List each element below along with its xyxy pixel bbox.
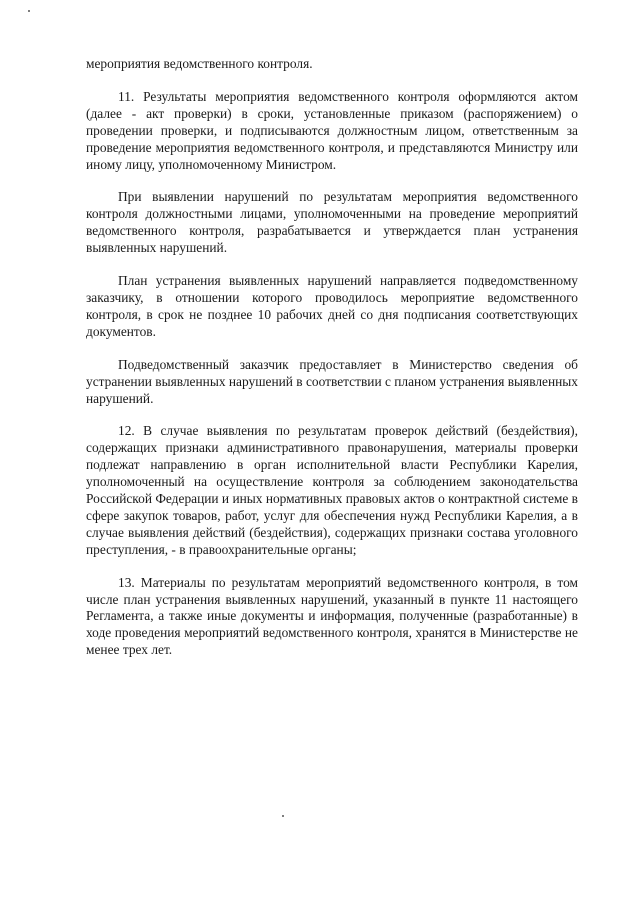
paragraph-continuation: мероприятия ведомственного контроля.: [86, 56, 313, 71]
paragraph-customer-report: Подведомственный заказчик предоставляет в Министерство сведения об устранении выявленных нарушений в соответствии с планом устранения выявленных нарушений.: [86, 356, 579, 406]
paragraph-violations-plan: При выявлении нарушений по результатам мероприятия ведомственного контроля должностными лицами, уполномоченными на проведение мероприятий ведомственного контроля, разрабатывается и утверждается план устранения выявленных нарушений.: [86, 189, 578, 256]
scan-speck: [282, 815, 284, 817]
paragraph-item-12: 12. В случае выявления по результатам проверок действий (бездействия), содержащих признаки административного правонарушения, материалы проверки подлежат направлению в орган исполнительной власти Республики Карелия, уполномоченный на осуществление контроля за соблюдением законодательства Российской Федерации и иных нормативных правовых актов о контрактной системе в сфере закупок товаров, работ, услуг для обеспечения нужд Республики Карелия, а в случае выявления действий (бездействия), содержащих признаки состава уголовного преступления, - в правоохранительные органы;: [86, 423, 578, 557]
scan-speck: [28, 10, 30, 12]
document-body: [86, 56, 578, 675]
paragraph-item-13: 13. Материалы по результатам мероприятий ведомственного контроля, в том числе план устранения выявленных нарушений, указанный в пункте 11 настоящего Регламента, а также иные документы и информация, полученные (разработанные) в ходе проведения мероприятий ведомственного контроля, хранятся в Министерстве не менее трех лет.: [86, 574, 578, 658]
paragraph-plan-delivery: План устранения выявленных нарушений направляется подведомственному заказчику, в отношении которого проводилось мероприятие ведомственного контроля, в срок не позднее 10 рабочих дней со дня подписания соответствующих документов.: [86, 273, 578, 339]
paragraph-item-11: 11. Результаты мероприятия ведомственного контроля оформляются актом (далее - акт проверки) в сроки, установленные приказом (распоряжением) о проведении проверки, и подписываются должностным лицом, ответственным за проведение мероприятия ведомственного контроля, и представляются Министру или иному лицу, уполномоченному Министром.: [86, 88, 578, 172]
